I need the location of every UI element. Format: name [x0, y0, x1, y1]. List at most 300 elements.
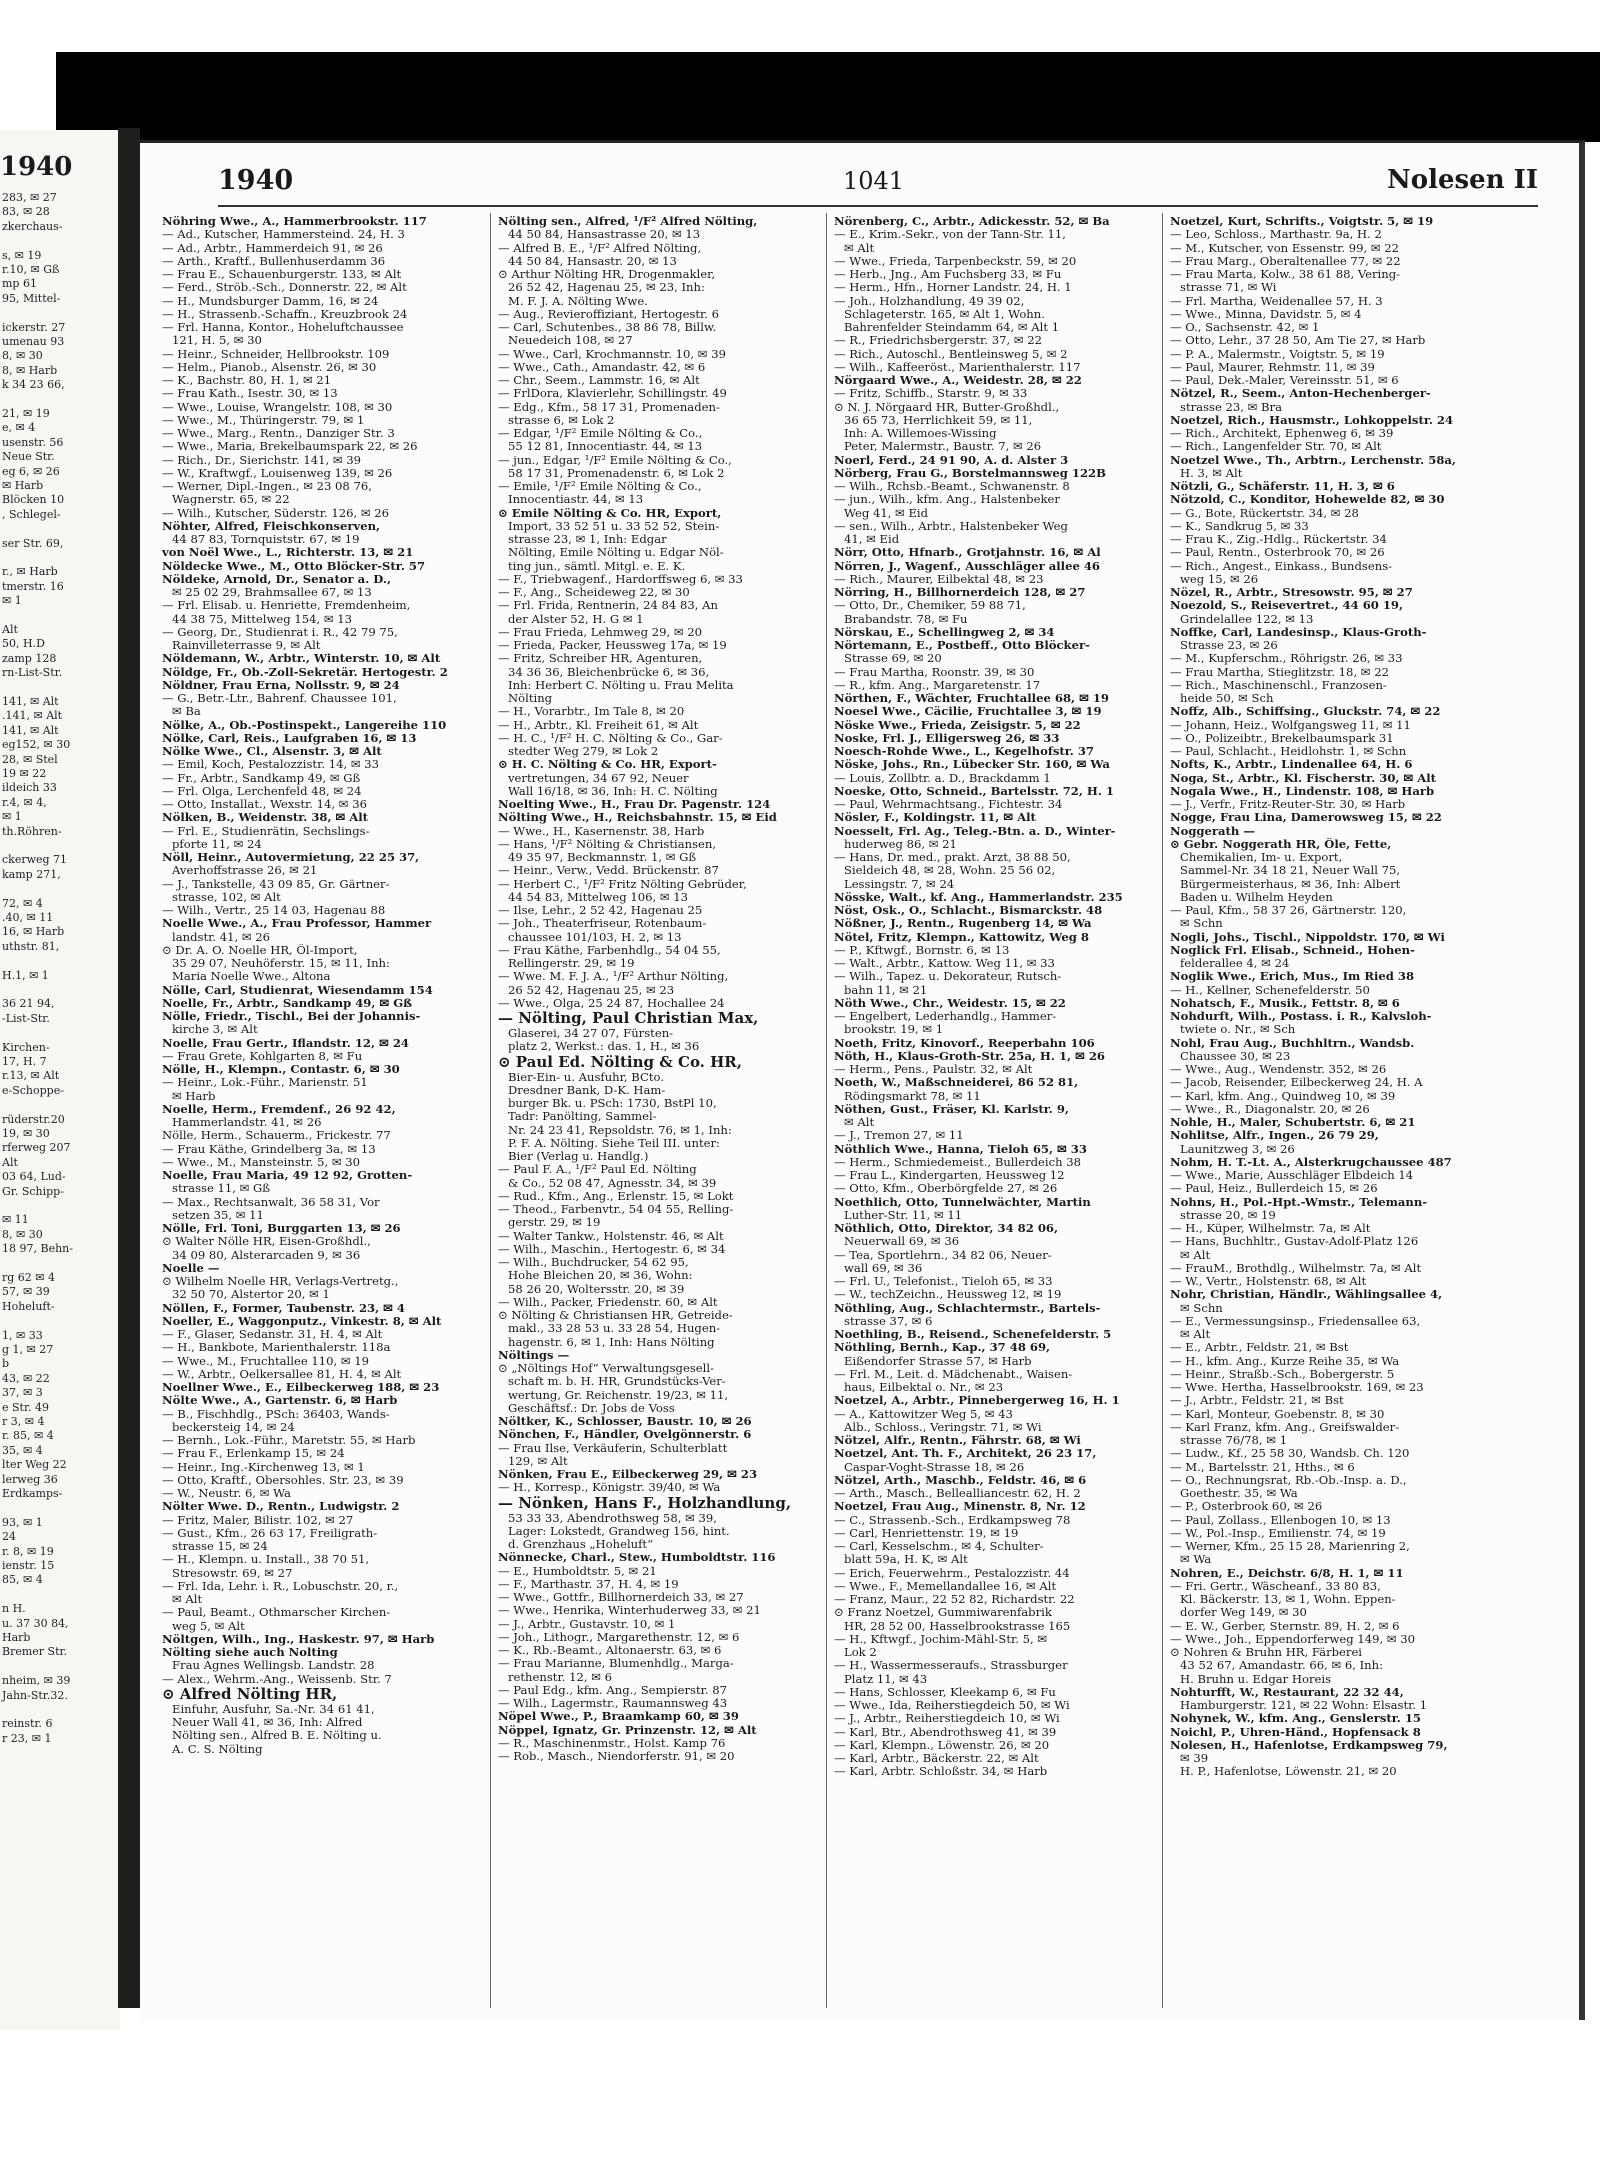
directory-entry: — Wwe., Henrika, Winterhuderweg 33, ✉ 21	[498, 1604, 761, 1618]
margin-fragment: r., ✉ Harb	[2, 565, 58, 579]
directory-entry: Nörskau, E., Schellingweg 2, ✉ 34	[834, 625, 1055, 639]
directory-entry: — M., Bartelsstr. 21, Hths., ✉ 6	[1170, 1460, 1355, 1474]
directory-entry: Caspar-Voght-Strasse 18, ✉ 26	[844, 1460, 1025, 1474]
directory-entry: Nölle, Herm., Schauerm., Frickestr. 77	[162, 1129, 391, 1143]
directory-entry: — Frl. U., Telefonist., Tieloh 65, ✉ 33	[834, 1275, 1053, 1288]
margin-fragment: 17, H. 7	[2, 1055, 47, 1068]
margin-fragment: nheim, ✉ 39	[2, 1674, 71, 1688]
directory-entry: — E., Arbtr., Feldstr. 21, ✉ Bst	[1170, 1341, 1349, 1355]
directory-entry: kirche 3, ✉ Alt	[172, 1023, 258, 1037]
margin-fragment: 24	[2, 1530, 16, 1544]
directory-entry: Nöltings —	[498, 1348, 570, 1362]
directory-entry: twiete o. Nr., ✉ Sch	[1180, 1023, 1296, 1037]
directory-entry: — A., Kattowitzer Weg 5, ✉ 43	[834, 1407, 1013, 1421]
margin-fragment: 50, H.D	[2, 637, 45, 651]
directory-entry: — Hans, ¹/F² Nölting & Christiansen,	[498, 837, 717, 851]
directory-entry: — J., Tremon 27, ✉ 11	[834, 1129, 964, 1143]
margin-fragment: ser Str. 69,	[2, 536, 64, 550]
directory-entry: — H., Kftwgf., Jochim-Mähl-Str. 5, ✉	[834, 1632, 1048, 1646]
directory-entry: — Otto, Kraftf., Obersohles. Str. 23, ✉ 39	[162, 1473, 404, 1487]
directory-entry: Nößner, J., Rentn., Rugenberg 14, ✉ Wa	[834, 917, 1092, 931]
margin-fragment: 18 97, Behn-	[2, 1242, 73, 1256]
directory-entry: vertretungen, 34 67 92, Neuer	[508, 771, 689, 785]
directory-entry: — Chr., Seem., Lammstr. 16, ✉ Alt	[498, 374, 700, 387]
directory-entry: von Noël Wwe., L., Richterstr. 13, ✉ 21	[162, 546, 414, 560]
directory-entry: — Wilh., Lagermstr., Raumannsweg 43	[498, 1697, 728, 1710]
directory-entry: schaft m. b. H. HR, Grundstücks-Ver-	[508, 1375, 726, 1389]
directory-entry: Noffz, Alb., Schiffsing., Gluckstr. 74, ✉ 22	[1170, 705, 1441, 719]
margin-fragment: , Schlegel-	[2, 507, 61, 521]
directory-entry: Nogli, Johs., Tischl., Nippoldstr. 170, ✉ Wi	[1170, 930, 1445, 944]
directory-entry: — H., Kellner, Schenefelderstr. 50	[1170, 983, 1370, 997]
directory-entry: Nölke, Carl, Reis., Laufgraben 16, ✉ 13	[162, 731, 417, 745]
directory-entry: — sen., Wilh., Arbtr., Halstenbeker Weg	[834, 519, 1068, 533]
margin-fragment: zamp 128	[2, 651, 57, 665]
margin-fragment: rüderstr.20	[2, 1112, 65, 1126]
margin-fragment: Gr. Schipp-	[2, 1184, 64, 1198]
directory-entry: Noerl, Ferd., 24 91 90, A. d. Alster 3	[834, 453, 1069, 467]
directory-entry: — Carl, Schutenbes., 38 86 78, Billw.	[498, 321, 717, 334]
directory-entry: d. Grenzhaus „Hoheluft“	[508, 1538, 653, 1551]
directory-entry: Strasse 23, ✉ 26	[1180, 639, 1278, 652]
directory-entry: chaussee 101/103, H. 2, ✉ 13	[508, 930, 682, 944]
directory-entry: Nöldeke, Arnold, Dr., Senator a. D.,	[162, 572, 391, 586]
directory-entry: — Emile, ¹/F² Emile Nölting & Co.,	[498, 480, 702, 493]
directory-entry: Nözel, R., Arbtr., Stresowstr. 95, ✉ 27	[1170, 586, 1413, 599]
margin-fragment: 19, ✉ 30	[2, 1127, 50, 1140]
directory-entry: Nöltgen, Wilh., Ing., Haskestr. 97, ✉ Harb	[162, 1632, 435, 1646]
directory-entry: — Frl. Hanna, Kontor., Hoheluftchaussee	[162, 321, 404, 334]
directory-entry: — Paul F. A., ¹/F² Paul Ed. Nölting	[498, 1163, 697, 1177]
directory-entry: — Karl, Arbtr. Schloßstr. 34, ✉ Harb	[834, 1765, 1048, 1779]
directory-entry: — Arth., Kraftf., Bullenhuserdamm 36	[162, 254, 386, 268]
margin-fragment: s, ✉ 19	[2, 248, 42, 262]
directory-page	[140, 140, 1585, 2020]
directory-entry: — F., Marthastr. 37, H. 4, ✉ 19	[498, 1577, 679, 1591]
directory-entry: 35 29 07, Neuhöferstr. 15, ✉ 11, Inh:	[172, 957, 390, 970]
margin-fragment: ckerweg 71	[2, 853, 68, 867]
directory-entry: Neuer Wall 41, ✉ 36, Inh: Alfred	[172, 1716, 363, 1729]
directory-entry: — W., Kraftwgf., Louisenweg 139, ✉ 26	[162, 466, 393, 480]
directory-entry: Noelting Wwe., H., Frau Dr. Pagenstr. 124	[498, 798, 771, 811]
directory-entry: Noethlich, Otto, Tunnelwächter, Martin	[834, 1195, 1091, 1209]
directory-entry: Glaserei, 34 27 07, Fürsten-	[508, 1027, 674, 1040]
directory-entry: — Frau Käthe, Farbenhdlg., 54 04 55,	[498, 943, 721, 957]
directory-entry: Noellner Wwe., E., Eilbeckerweg 188, ✉ 23	[162, 1381, 440, 1394]
directory-entry: — Otto, Lehr., 37 28 50, Am Tie 27, ✉ Harb	[1170, 334, 1426, 348]
directory-entry: setzen 35, ✉ 11	[172, 1208, 264, 1222]
directory-entry: Nörgaard Wwe., A., Weidestr. 28, ✉ 22	[834, 374, 1082, 387]
directory-entry: Nölting sen., Alfred, ¹/F² Alfred Nölting,	[498, 215, 758, 228]
directory-entry: Nöhter, Alfred, Fleischkonserven,	[162, 519, 381, 533]
margin-fragment: Bremer Str.	[2, 1645, 68, 1659]
directory-entry: — Carl, Kesselschm., ✉ 4, Schulter-	[834, 1540, 1044, 1553]
directory-entry: — Frl. Ida, Lehr. i. R., Lobuschstr. 20, r.,	[162, 1579, 399, 1593]
directory-entry: Noeller, E., Waggonputz., Vinkestr. 8, ✉ Alt	[162, 1314, 442, 1328]
directory-entry: — Hans, Dr. med., prakt. Arzt, 38 88 50,	[834, 851, 1071, 864]
margin-fragment: eg152, ✉ 30	[2, 738, 71, 752]
directory-entry: — J., Verfr., Fritz-Reuter-Str. 30, ✉ Harb	[1170, 798, 1406, 811]
directory-entry: — H. C., ¹/F² H. C. Nölting & Co., Gar-	[498, 731, 723, 745]
margin-fragment: 141, ✉ Alt	[2, 695, 59, 708]
directory-entry: strasse 23, ✉ 1, Inh: Edgar	[508, 533, 667, 546]
directory-entry: 121, H. 5, ✉ 30	[172, 334, 262, 348]
margin-fragment: b	[2, 1357, 10, 1371]
directory-entry: — Edg., Kfm., 58 17 31, Promenaden-	[498, 400, 720, 414]
margin-fragment: 57, ✉ 39	[2, 1285, 50, 1299]
directory-entry: Nöhring Wwe., A., Hammerbrookstr. 117	[162, 215, 427, 228]
directory-entry: — Rich., Maurer, Eilbektal 48, ✉ 23	[834, 572, 1044, 586]
directory-entry: Nöthlich Wwe., Hanna, Tieloh 65, ✉ 33	[834, 1142, 1087, 1156]
directory-entry: — E., Humboldtstr. 5, ✉ 21	[498, 1564, 657, 1578]
directory-entry: — Wwe., Marie, Ausschläger Elbdeich 14	[1170, 1169, 1414, 1182]
directory-entry: HR, 28 52 00, Hasselbrookstrasse 165	[844, 1619, 1071, 1633]
directory-entry: — Heinr., Straßb.-Sch., Bobergerstr. 5	[1170, 1367, 1395, 1381]
directory-entry: Nölting, Emile Nölting u. Edgar Nöl-	[508, 546, 724, 560]
margin-fragment: 28, ✉ Stel	[2, 752, 58, 766]
directory-entry: Noelle, Herm., Fremdenf., 26 92 42,	[162, 1102, 396, 1116]
directory-entry: Noglik Wwe., Erich, Mus., Im Ried 38	[1170, 970, 1415, 984]
directory-entry: Chemikalien, Im- u. Export,	[1180, 851, 1343, 864]
margin-fragment: reinstr. 6	[2, 1717, 53, 1731]
directory-entry: 44 50 84, Hansastr. 20, ✉ 13	[508, 254, 677, 268]
directory-entry: ⊙ Walter Nölle HR, Eisen-Großhdl.,	[162, 1235, 371, 1249]
directory-entry: Nöltker, K., Schlosser, Baustr. 10, ✉ 26	[498, 1415, 752, 1428]
directory-entry: strasse 6, ✉ Lok 2	[508, 413, 615, 427]
margin-fragment: Hoheluft-	[2, 1299, 55, 1313]
directory-entry: Nöthling, Bernh., Kap., 37 48 69,	[834, 1341, 1051, 1355]
directory-entry: — Hans, Buchhltr., Gustav-Adolf-Platz 126	[1170, 1235, 1419, 1249]
directory-entry: Nolesen, H., Hafenlotse, Erdkampsweg 79,	[1170, 1738, 1448, 1752]
directory-entry: Nöppel, Ignatz, Gr. Prinzenstr. 12, ✉ Alt	[498, 1723, 757, 1737]
directory-entry: — Frau Martha, Roonstr. 39, ✉ 30	[834, 665, 1035, 679]
directory-entry: — Fr., Arbtr., Sandkamp 49, ✉ Gß	[162, 771, 361, 785]
page-header	[218, 165, 1538, 205]
directory-entry: Nohturfft, W., Restaurant, 22 32 44,	[1170, 1685, 1404, 1699]
directory-entry: Wagnerstr. 65, ✉ 22	[172, 493, 290, 507]
directory-entry: Baden u. Wilhelm Heyden	[1180, 890, 1333, 904]
directory-entry: — Frl. Elisab. u. Henriette, Fremdenheim,	[162, 599, 411, 613]
directory-entry: — Frau Grete, Kohlgarten 8, ✉ Fu	[162, 1049, 363, 1063]
directory-entry: Noeth, W., Maßschneiderei, 86 52 81,	[834, 1076, 1079, 1090]
directory-entry: — G., Betr.-Ltr., Bahrenf. Chaussee 101,	[162, 692, 397, 705]
directory-entry: — Rob., Masch., Niendorferstr. 91, ✉ 20	[498, 1750, 735, 1763]
directory-entry: Nörtemann, E., Postbeff., Otto Blöcker-	[834, 639, 1090, 652]
directory-entry: — Wwe., F., Memellandallee 16, ✉ Alt	[834, 1579, 1057, 1593]
directory-entry: ⊙ „Nöltings Hof“ Verwaltungsgesell-	[498, 1362, 714, 1375]
directory-entry: — K., Bachstr. 80, H. 1, ✉ 21	[162, 374, 332, 387]
directory-entry: strasse 23, ✉ Bra	[1180, 400, 1283, 414]
directory-entry: Innocentiastr. 44, ✉ 13	[508, 493, 644, 507]
directory-entry: — H., Bankbote, Marienthalerstr. 118a	[162, 1341, 391, 1355]
directory-entry: weg 5, ✉ Alt	[172, 1619, 245, 1633]
margin-fragment: Neue Str.	[2, 450, 55, 464]
directory-entry: — P., Kftwgf., Bornstr. 6, ✉ 13	[834, 943, 1010, 957]
directory-entry: — Frau Marta, Kolw., 38 61 88, Vering-	[1170, 268, 1401, 281]
directory-entry: — Karl, Btr., Abendrothsweg 41, ✉ 39	[834, 1725, 1057, 1739]
directory-entry: — Frieda, Packer, Heussweg 17a, ✉ 19	[498, 639, 727, 652]
directory-entry: ✉ Alt	[844, 1116, 875, 1129]
directory-entry: — Frau Marg., Oberaltenallee 77, ✉ 22	[1170, 254, 1401, 268]
directory-entry: Inh: Herbert C. Nölting u. Frau Melita	[508, 678, 734, 692]
directory-entry: Nölle, Frl. Toni, Burggarten 13, ✉ 26	[162, 1222, 401, 1235]
margin-fragment: u. 37 30 84,	[2, 1616, 69, 1630]
margin-fragment: Kirchen-	[2, 1040, 50, 1054]
directory-entry: — Frl. Frida, Rentnerin, 24 84 83, An	[498, 599, 718, 613]
directory-entry: Nohdurft, Wilh., Postass. i. R., Kalvsloh-	[1170, 1010, 1432, 1023]
directory-entry: Noetzel, Ant. Th. F., Architekt, 26 23 17,	[834, 1447, 1097, 1461]
directory-entry: — jun., Wilh., kfm. Ang., Halstenbeker	[834, 493, 1060, 507]
directory-entry: — Alex., Wehrm.-Ang., Weissenb. Str. 7	[162, 1672, 392, 1686]
directory-entry: — Wwe., M., Thüringerstr. 79, ✉ 1	[162, 413, 365, 427]
directory-entry: 58 17 31, Promenadenstr. 6, ✉ Lok 2	[508, 466, 725, 480]
directory-entry: — Karl Franz, kfm. Ang., Greifswalder-	[1170, 1420, 1400, 1434]
directory-entry: weg 15, ✉ 26	[1180, 572, 1259, 586]
directory-entry: Noethling, B., Reisend., Schenefelderstr. 5	[834, 1328, 1112, 1341]
directory-entry: Noelle Wwe., A., Frau Professor, Hammer	[162, 917, 432, 931]
directory-entry: Schlageterstr. 165, ✉ Alt 1, Wohn.	[844, 307, 1045, 321]
directory-entry: ✉ Alt	[1180, 1328, 1211, 1341]
directory-entry: ting jun., sämtl. Mitgl. e. E. K.	[508, 559, 686, 573]
directory-entry: Noffke, Carl, Landesinsp., Klaus-Groth-	[1170, 625, 1427, 639]
margin-fragment: 03 64, Lud-	[2, 1170, 66, 1184]
directory-entry: — Wwe. M. F. J. A., ¹/F² Arthur Nölting,	[498, 970, 729, 984]
directory-entry: — Paul, Zollass., Ellenbogen 10, ✉ 13	[1170, 1513, 1391, 1527]
directory-entry: platz 2, Werkst.: das. 1, H., ✉ 36	[508, 1040, 700, 1054]
directory-entry: — Hans, Schlosser, Kleekamp 6, ✉ Fu	[834, 1685, 1056, 1699]
directory-entry: Nöske, Johs., Rn., Lübecker Str. 160, ✉ Wa	[834, 758, 1110, 772]
directory-entry: — E., Vermessungsinsp., Friedensallee 63,	[1170, 1314, 1421, 1328]
directory-entry: Nöst, Osk., O., Schlacht., Bismarckstr. 48	[834, 904, 1103, 917]
directory-entry: — Frl. Martha, Weidenallee 57, H. 3	[1170, 294, 1383, 308]
margin-fragment: zkerchaus-	[2, 219, 63, 233]
margin-fragment: .141, ✉ Alt	[2, 709, 63, 723]
directory-entry: 44 54 83, Mittelweg 106, ✉ 13	[508, 890, 689, 904]
directory-entry: haus, Eilbektal o. Nr., ✉ 23	[844, 1381, 1004, 1394]
directory-entry: — E. W., Gerber, Sternstr. 89, H. 2, ✉ 6	[1170, 1619, 1400, 1633]
directory-entry: — Paul, Rentn., Osterbrook 70, ✉ 26	[1170, 546, 1385, 560]
margin-fragment: 43, ✉ 22	[2, 1371, 50, 1385]
directory-entry: Nölken, B., Weidenstr. 38, ✉ Alt	[162, 811, 369, 825]
directory-entry: Nösske, Walt., kf. Ang., Hammerlandstr. 235	[834, 890, 1123, 904]
directory-entry: — FrauM., Brothdlg., Wilhelmstr. 7a, ✉ Alt	[1170, 1261, 1422, 1275]
directory-entry: ✉ Harb	[172, 1089, 216, 1103]
directory-entry: — H., kfm. Ang., Kurze Reihe 35, ✉ Wa	[1170, 1354, 1400, 1368]
directory-entry: — W., Neustr. 6, ✉ Wa	[162, 1487, 291, 1500]
directory-entry: — Heinr., Verw., Vedd. Brückenstr. 87	[498, 864, 719, 878]
directory-entry: — Wwe., Frieda, Tarpenbeckstr. 59, ✉ 20	[834, 254, 1077, 268]
margin-fragment: rg 62 ✉ 4	[2, 1271, 56, 1284]
directory-entry: Nöll, Heinr., Autovermietung, 22 25 37,	[162, 851, 420, 864]
margin-fragment: lerweg 36	[2, 1472, 58, 1486]
directory-entry: — K., Rb.-Beamt., Altonaerstr. 63, ✉ 6	[498, 1644, 722, 1657]
directory-entry: Noelle, Frau Maria, 49 12 92, Grotten-	[162, 1169, 413, 1182]
column-divider	[1162, 213, 1163, 2008]
directory-entry: Neuedeich 108, ✉ 27	[508, 334, 633, 348]
margin-fragment: k 34 23 66,	[2, 378, 65, 392]
directory-entry: Nötzold, C., Konditor, Hohewelde 82, ✉ 30	[1170, 493, 1445, 507]
directory-entry: — Alfred B. E., ¹/F² Alfred Nölting,	[498, 241, 702, 255]
directory-entry: — Edgar, ¹/F² Emile Nölting & Co.,	[498, 427, 703, 440]
directory-entry: — Wwe., H., Kasernenstr. 38, Harb	[498, 824, 705, 838]
directory-entry: Nönken, Frau E., Eilbeckerweg 29, ✉ 23	[498, 1468, 758, 1481]
directory-entry: ⊙ Emile Nölting & Co. HR, Export,	[498, 506, 722, 520]
directory-entry: — H., Wassermesseraufs., Strassburger	[834, 1659, 1068, 1673]
margin-fragment: 8, ✉ 30	[2, 1227, 43, 1241]
directory-entry: Lessingstr. 7, ✉ 24	[844, 877, 955, 891]
directory-entry: — Frau Käthe, Grindelberg 3a, ✉ 13	[162, 1142, 376, 1156]
directory-entry: Noesch-Rohde Wwe., L., Kegelhofstr. 37	[834, 745, 1094, 758]
directory-entry: — H., Vorarbtr., Im Tale 8, ✉ 20	[498, 705, 685, 719]
directory-entry: Hamburgerstr. 121, ✉ 22 Wohn: Elsastr. 1	[1180, 1699, 1428, 1712]
scan-border	[56, 52, 1600, 142]
directory-entry: — jun., Edgar, ¹/F² Emile Nölting & Co.,	[498, 453, 732, 467]
directory-entry: Nörring, H., Billhornerdeich 128, ✉ 27	[834, 586, 1086, 599]
directory-entry: Nohl, Frau Aug., Buchhltrn., Wandsb.	[1170, 1036, 1415, 1050]
margin-fragment: rferweg 207	[2, 1141, 71, 1155]
directory-entry: — Frau Marianne, Blumenhdlg., Marga-	[498, 1657, 734, 1671]
directory-entry: Nölting siehe auch Nolting	[162, 1646, 338, 1659]
directory-entry: Hammerlandstr. 41, ✉ 26	[172, 1116, 322, 1129]
directory-entry: — Herm., Pens., Paulstr. 32, ✉ Alt	[834, 1063, 1033, 1076]
margin-fragment: -List-Str.	[2, 1011, 50, 1025]
directory-entry: bahn 11, ✉ 21	[844, 983, 928, 997]
header-page-number: 1041	[843, 167, 905, 195]
directory-entry: Nörren, J., Wagenf., Ausschläger allee 46	[834, 559, 1100, 573]
directory-entry: — Frau Martha, Stieglitzstr. 18, ✉ 22	[1170, 665, 1389, 679]
directory-entry: hagenstr. 6, ✉ 1, Inh: Hans Nölting	[508, 1335, 715, 1349]
margin-fragment: 36 21 94,	[2, 997, 55, 1011]
directory-entry: — Joh., Theaterfriseur, Rotenbaum-	[498, 917, 707, 931]
directory-entry: — Johann, Heiz., Wolfgangsweg 11, ✉ 11	[1170, 718, 1411, 732]
directory-entry: — Heinr., Schneider, Hellbrookstr. 109	[162, 347, 390, 361]
directory-entry: 129, ✉ Alt	[508, 1454, 568, 1468]
directory-entry: Nöth Wwe., Chr., Weidestr. 15, ✉ 22	[834, 996, 1066, 1010]
directory-entry: — E., Krim.-Sekr., von der Tann-Str. 11,	[834, 228, 1066, 242]
directory-entry: Noelle, Frau Gertr., Iflandstr. 12, ✉ 24	[162, 1036, 409, 1050]
directory-entry: — W., Pol.-Insp., Emilienstr. 74, ✉ 19	[1170, 1526, 1386, 1540]
margin-fragment: kamp 271,	[2, 867, 61, 881]
directory-entry: — W., Arbtr., Oelkersallee 81, H. 4, ✉ Alt	[162, 1367, 402, 1381]
directory-entry: Dresdner Bank, D-K. Ham-	[508, 1083, 666, 1097]
directory-entry: — Helm., Pianob., Alsenstr. 26, ✉ 30	[162, 360, 377, 374]
directory-entry: — Walt., Arbtr., Kattow. Weg 11, ✉ 33	[834, 957, 1055, 970]
directory-entry: & Co., 52 08 47, Agnesstr. 34, ✉ 39	[508, 1176, 717, 1190]
directory-entry: — H., Mundsburger Damm, 16, ✉ 24	[162, 294, 379, 308]
directory-entry: stedter Weg 279, ✉ Lok 2	[508, 745, 659, 758]
directory-entry: — W., techZeichn., Heussweg 12, ✉ 19	[834, 1288, 1062, 1302]
directory-entry: Nohns, H., Pol.-Hpt.-Wmstr., Telemann-	[1170, 1195, 1428, 1209]
directory-entry: — Walter Tankw., Holstenstr. 46, ✉ Alt	[498, 1229, 724, 1243]
directory-entry: — Engelbert, Lederhandlg., Hammer-	[834, 1010, 1057, 1023]
directory-entry: Noezold, S., Reisevertret., 44 60 19,	[1170, 599, 1404, 613]
directory-entry: Averhoffstrasse 26, ✉ 21	[172, 864, 318, 878]
directory-entry: Noetzel, Rich., Hausmstr., Lohkoppelstr. 24	[1170, 413, 1454, 427]
column-divider	[490, 213, 491, 2008]
directory-entry: — M., Kupferschm., Röhrigstr. 26, ✉ 33	[1170, 652, 1403, 666]
directory-entry: Luther-Str. 11, ✉ 11	[844, 1208, 963, 1222]
directory-entry: Alb., Schloss., Veringstr. 71, ✉ Wi	[844, 1420, 1042, 1434]
directory-entry: — Rich., Architekt, Ephenweg 6, ✉ 39	[1170, 427, 1394, 440]
directory-entry: Noichl, P., Uhren-Händ., Hopfensack 8	[1170, 1725, 1421, 1739]
directory-column-3	[834, 215, 1154, 1779]
directory-entry: Nogala Wwe., H., Lindenstr. 108, ✉ Harb	[1170, 784, 1435, 798]
directory-entry: ⊙ Arthur Nölting HR, Drogenmakler,	[498, 268, 716, 281]
directory-entry: Nohle, H., Maler, Schubertstr. 6, ✉ 21	[1170, 1116, 1416, 1129]
margin-fragment: ienstr. 15	[2, 1559, 55, 1572]
directory-entry: strasse 71, ✉ Wi	[1180, 281, 1277, 295]
directory-entry: Nöldner, Frau Erna, Nollsstr. 9, ✉ 24	[162, 678, 400, 692]
directory-entry: Nötzel, Arth., Maschb., Feldstr. 46, ✉ 6	[834, 1473, 1087, 1487]
directory-entry: — Wwe., Joh., Eppendorferweg 149, ✉ 30	[1170, 1632, 1416, 1646]
margin-fragment: lter Weg 22	[2, 1458, 67, 1472]
directory-entry: ✉ Schn	[1180, 917, 1223, 931]
directory-entry: burger Bk. u. PSch: 1730, BstPl 10,	[508, 1097, 717, 1110]
directory-entry: heide 50, ✉ Sch	[1180, 692, 1274, 705]
directory-entry: — Wwe., Louise, Wrangelstr. 108, ✉ 30	[162, 400, 393, 414]
directory-entry: Stresowstr. 69, ✉ 27	[172, 1566, 293, 1580]
margin-fragment: Alt	[2, 623, 18, 636]
directory-entry: strasse, 102, ✉ Alt	[172, 890, 281, 904]
directory-entry: Nohlitse, Alfr., Ingen., 26 79 29,	[1170, 1129, 1379, 1143]
directory-entry: Nönchen, F., Händler, Ovelgönnerstr. 6	[498, 1428, 752, 1442]
directory-entry: 36 65 73, Herrlichkeit 59, ✉ 11,	[844, 413, 1033, 427]
directory-entry: Nölke Wwe., Cl., Alsenstr. 3, ✉ Alt	[162, 745, 382, 758]
directory-entry: Noetzel Wwe., Th., Arbtrn., Lerchenstr. 58a,	[1170, 453, 1456, 467]
margin-fragment: 95, Mittel-	[2, 291, 61, 305]
directory-entry: M. F. J. A. Nölting Wwe.	[508, 294, 648, 308]
directory-entry: ⊙ Dr. A. O. Noelle HR, Öl-Import,	[162, 943, 358, 957]
directory-entry: gerstr. 29, ✉ 19	[508, 1216, 601, 1230]
directory-entry: — P. A., Malermstr., Voigtstr. 5, ✉ 19	[1170, 347, 1385, 361]
directory-entry: Noeske, Otto, Schneid., Bartelsstr. 72, H. 1	[834, 784, 1114, 798]
directory-entry: — Paul, Dek.-Maler, Vereinsstr. 51, ✉ 6	[1170, 374, 1399, 387]
directory-entry: der Alster 52, H. G ✉ 1	[508, 612, 644, 626]
margin-fragment: 283, ✉ 27	[2, 191, 57, 204]
directory-entry: Nöpel Wwe., P., Braamkamp 60, ✉ 39	[498, 1710, 739, 1724]
directory-entry: — Nölting, Paul Christian Max,	[498, 1010, 759, 1027]
directory-entry: 34 09 80, Alsterarcaden 9, ✉ 36	[172, 1248, 361, 1262]
margin-fragment: ickerstr. 27	[2, 320, 66, 334]
directory-entry: — Ferd., Ströb.-Sch., Donnerstr. 22, ✉ Alt	[162, 281, 407, 295]
directory-entry: Strasse 69, ✉ 20	[844, 652, 942, 666]
directory-entry: H. 3, ✉ Alt	[1180, 466, 1243, 480]
directory-entry: — Frau F., Erlenkamp 15, ✉ 24	[162, 1447, 345, 1461]
directory-entry: — Wilh., Tapez. u. Dekorateur, Rutsch-	[834, 970, 1062, 984]
margin-fragment: r. 8, ✉ 19	[2, 1544, 54, 1558]
directory-entry: Wall 16/18, ✉ 36, Inh: H. C. Nölting	[508, 784, 718, 798]
directory-entry: — Bernh., Lok.-Führ., Maretstr. 55, ✉ Harb	[162, 1434, 416, 1447]
margin-fragment: r.10, ✉ Gß	[2, 263, 60, 276]
directory-entry: — Wwe. Hertha, Hasselbrookstr. 169, ✉ 23	[1170, 1381, 1424, 1394]
directory-entry: — Paul, Maurer, Rehmstr. 11, ✉ 39	[1170, 360, 1375, 374]
directory-entry: — J., Arbtr., Gustavstr. 10, ✉ 1	[498, 1617, 676, 1631]
directory-entry: — Otto, Dr., Chemiker, 59 88 71,	[834, 599, 1026, 613]
directory-entry: — F., Triebwagenf., Hardorffsweg 6, ✉ 33	[498, 572, 743, 586]
directory-entry: ⊙ Nölting & Christiansen HR, Getreide-	[498, 1309, 733, 1322]
directory-entry: — Wwe., M., Mansteinstr. 5, ✉ 30	[162, 1155, 361, 1169]
directory-entry: — Fritz, Schreiber HR, Agenturen,	[498, 652, 703, 666]
directory-entry: — Wwe., Gottfr., Billhornerdeich 33, ✉ 27	[498, 1591, 744, 1604]
directory-entry: 32 50 70, Alstertor 20, ✉ 1	[172, 1288, 330, 1302]
directory-entry: pforte 11, ✉ 24	[172, 837, 262, 851]
margin-fragment: 1, ✉ 33	[2, 1328, 43, 1342]
directory-entry: ✉ Alt	[844, 241, 875, 255]
directory-entry: ✉ Alt	[172, 1593, 203, 1606]
margin-fragment: Alt	[2, 1155, 18, 1169]
directory-entry: Nölting sen., Alfred B. E. Nölting u.	[172, 1729, 382, 1743]
directory-entry: Peter, Malermstr., Baustr. 7, ✉ 26	[844, 440, 1042, 454]
